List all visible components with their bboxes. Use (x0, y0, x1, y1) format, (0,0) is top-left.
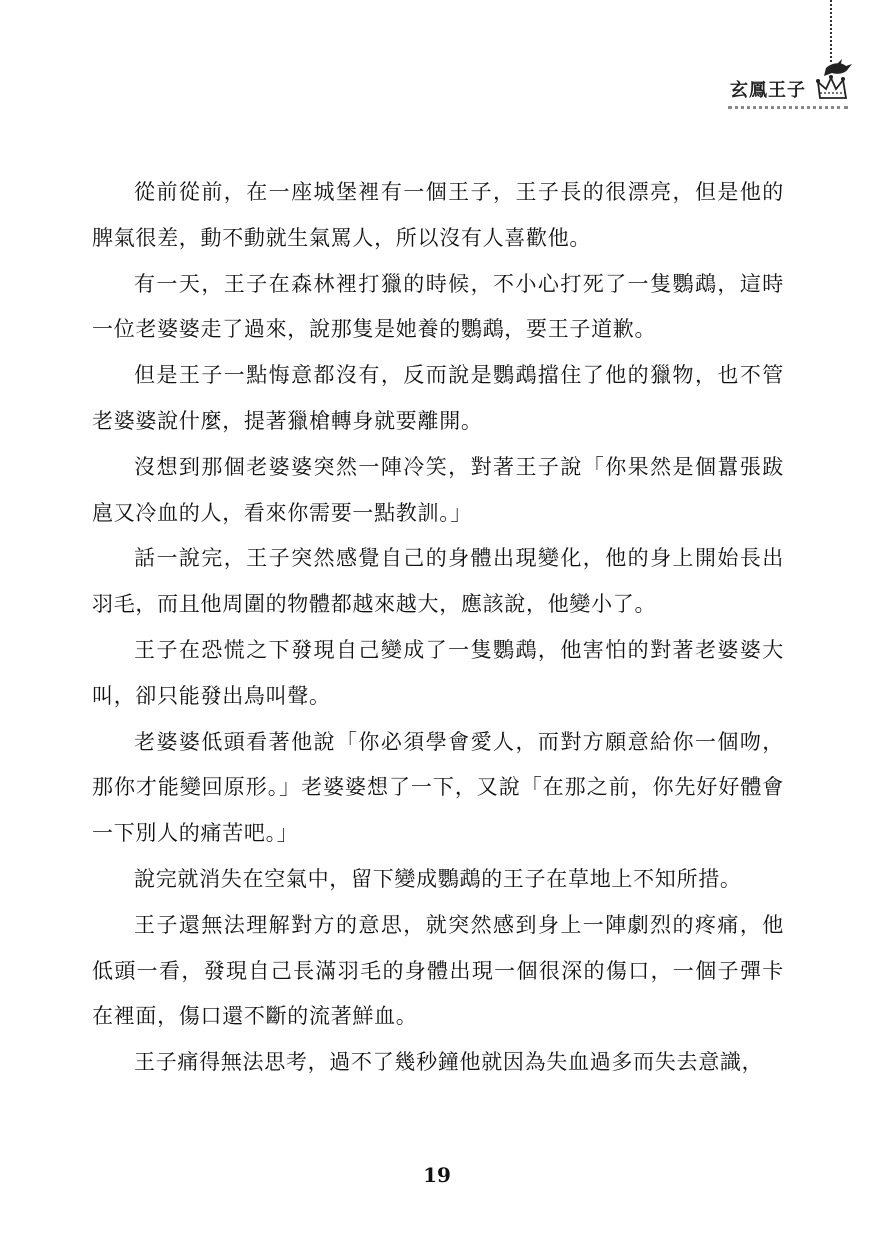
paragraph: 但是王子一點悔意都沒有，反而說是鸚鵡擋住了他的獵物，也不管老婆婆說什麼，提著獵槍轉身就要離開。 (92, 363, 784, 433)
paragraph: 沒想到那個老婆婆突然一陣冷笑，對著王子說「你果然是個囂張跋扈又冷血的人，看來你需要一點教訓。」 (92, 454, 784, 525)
paragraph: 話一說完，王子突然感覺自己的身體出現變化，他的身上開始長出羽毛，而且他周圍的物體都越來越大，應該說，他變小了。 (92, 546, 784, 617)
paragraph: 王子還無法理解對方的意思，就突然感到身上一陣劇烈的疼痛，他低頭一看，發現自己長滿羽毛的身體出現一個很深的傷口，一個子彈卡在裡面，傷口還不斷的流著鮮血。 (92, 912, 784, 1029)
paragraph: 王子在恐慌之下發現自己變成了一隻鸚鵡，他害怕的對著老婆婆大叫，卻只能發出鳥叫聲。 (92, 637, 784, 708)
paragraph: 老婆婆低頭看著他說「你必須學會愛人，而對方願意給你一個吻，那你才能變回原形。」老婆婆想了一下，又說「在那之前，你先好好體會一下別人的痛苦吧。」 (92, 729, 784, 846)
header-dotted-rule (728, 106, 848, 109)
paragraph: 有一天，王子在森林裡打獵的時候，不小心打死了一隻鸚鵡，這時一位老婆婆走了過來，說那隻是她養的鸚鵡，要王子道歉。 (92, 271, 784, 342)
paragraph: 說完就消失在空氣中，留下變成鸚鵡的王子在草地上不知所措。 (134, 866, 742, 891)
hanging-dotted-line (830, 0, 832, 62)
bird-and-crown-icon (812, 58, 858, 104)
paragraph: 從前從前，在一座城堡裡有一個王子，王子長的很漂亮，但是他的脾氣很差，動不動就生氣罵人，所以沒有人喜歡他。 (92, 180, 784, 250)
page-number: 19 (423, 1163, 451, 1187)
story-text (92, 170, 784, 1086)
paragraph: 王子痛得無法思考，過不了幾秒鐘他就因為失血過多而失去意識， (134, 1050, 764, 1075)
running-title: 玄鳳王子 (730, 80, 806, 101)
